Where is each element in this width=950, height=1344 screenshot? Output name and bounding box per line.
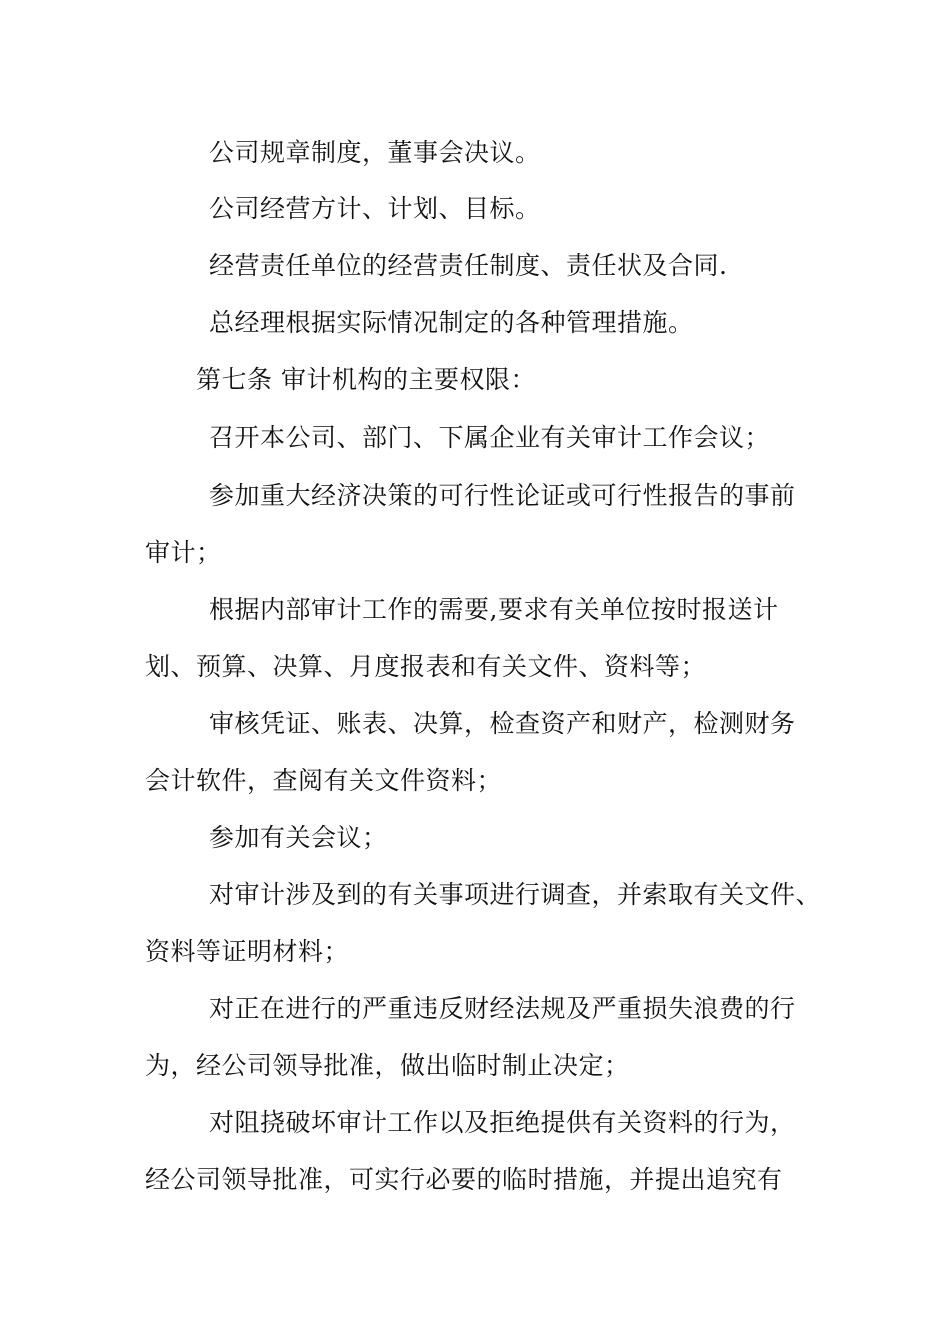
text-line: 经公司领导批准，可实行必要的临时措施，并提出追究有: [145, 1165, 783, 1194]
text-line: 对阻挠破坏审计工作以及拒绝提供有关资料的行为，: [209, 1108, 796, 1137]
text-line: 对正在进行的严重违反财经法规及严重损失浪费的行: [209, 994, 796, 1023]
text-line: 划、预算、决算、月度报表和有关文件、资料等；: [145, 652, 707, 681]
text-line: 根据内部审计工作的需要,要求有关单位按时报送计: [209, 595, 779, 624]
text-line: 总经理根据实际情况制定的各种管理措施。: [209, 308, 694, 337]
section-heading: 第七条 审计机构的主要权限：: [196, 365, 536, 394]
text-line: 对审计涉及到的有关事项进行调查，并索取有关文件、: [209, 880, 822, 909]
text-line: 参加有关会议；: [209, 823, 388, 852]
text-line: 公司规章制度，董事会决议。: [209, 138, 541, 167]
text-line: 审计；: [145, 538, 222, 567]
text-line: 参加重大经济决策的可行性论证或可行性报告的事前: [209, 481, 796, 510]
text-line: 为，经公司领导批准，做出临时制止决定；: [145, 1051, 630, 1080]
text-line: 资料等证明材料；: [145, 937, 350, 966]
text-line: 审核凭证、账表、决算，检查资产和财产，检测财务: [209, 709, 796, 738]
text-line: 会计软件，查阅有关文件资料；: [145, 766, 503, 795]
text-line: 召开本公司、部门、下属企业有关审计工作会议；: [209, 423, 771, 452]
text-line: 公司经营方计、计划、目标。: [209, 194, 541, 223]
text-line: 经营责任单位的经营责任制度、责任状及合同.: [209, 251, 728, 280]
